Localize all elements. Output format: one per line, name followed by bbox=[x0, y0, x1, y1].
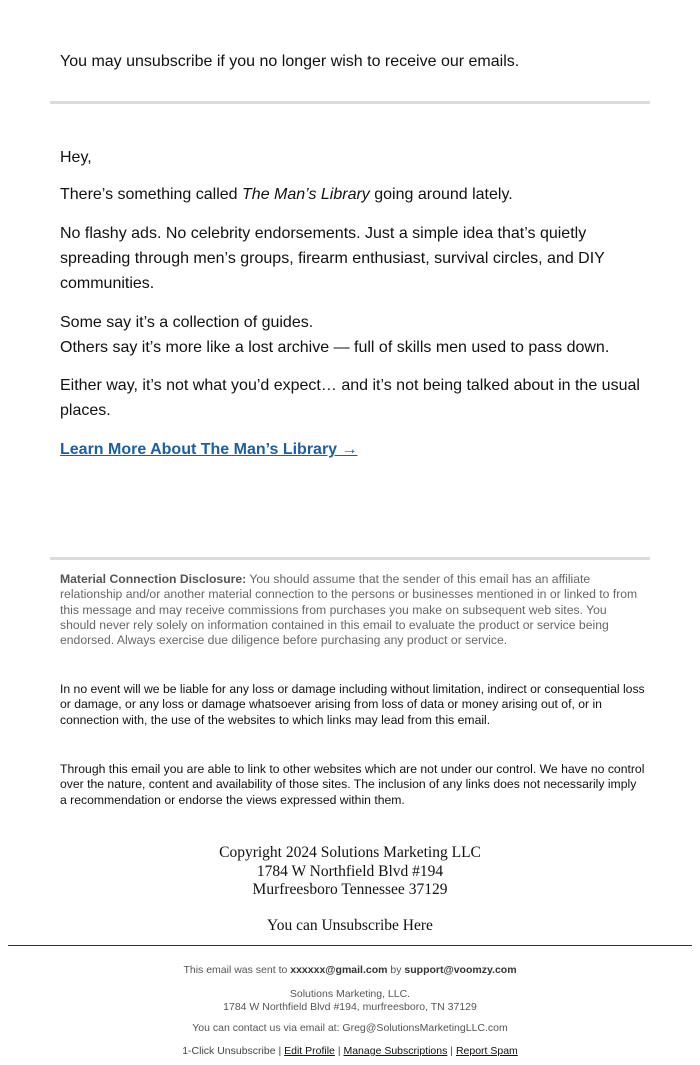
separator: | bbox=[447, 1045, 456, 1057]
material-disclosure bbox=[60, 572, 645, 648]
either-way-paragraph: Either way, it’s not what you’d expect… and it’s not being talked about in the usual places. bbox=[60, 377, 640, 419]
no-ads-paragraph: No flashy ads. No celebrity endorsements. Just a simple idea that’s quietly spreading through men’s groups, firearm enthusiast, survival circles, and DIY communities. bbox=[60, 225, 605, 292]
intro-prefix: There’s something called bbox=[60, 186, 243, 203]
report-spam-link[interactable]: Report Spam bbox=[455, 1045, 518, 1057]
company-name: Solutions Marketing, LLC. bbox=[289, 988, 411, 1000]
copyright-block bbox=[0, 844, 700, 900]
separator: | bbox=[334, 1045, 344, 1057]
intro-suffix: going around lately. bbox=[369, 186, 513, 203]
greeting: Hey, bbox=[60, 149, 92, 166]
learn-more-link[interactable]: Learn More About The Man’s Library → bbox=[60, 441, 358, 458]
liability-disclaimer: In no event will we be liable for any loss or damage including without limitation, indirect or consequential loss or damage, or any loss or damage whatsoever arising from loss of data or money arising out of, or in connection with, the use of the websites to which links may lead from this email. bbox=[60, 682, 645, 727]
edit-profile-link[interactable]: Edit Profile bbox=[284, 1045, 335, 1057]
manage-subscriptions-link[interactable]: Manage Subscriptions bbox=[343, 1045, 448, 1057]
copyright-line: Copyright 2024 Solutions Marketing LLC bbox=[219, 844, 481, 861]
copyright-city: Murfreesboro Tennessee 37129 bbox=[252, 881, 448, 898]
divider-disclosure bbox=[50, 557, 650, 560]
product-name: The Man’s Library bbox=[242, 186, 370, 203]
sender-email: support@voomzy.com bbox=[404, 964, 517, 976]
divider-top bbox=[50, 101, 650, 104]
recipient-email: xxxxxx@gmail.com bbox=[290, 964, 388, 976]
some-say-line-1: Some say it’s a collection of guides. bbox=[60, 314, 314, 331]
sent-prefix: This email was sent to bbox=[183, 964, 291, 976]
unsubscribe-notice: You may unsubscribe if you no longer wish to receive our emails. bbox=[60, 53, 520, 70]
footer-links bbox=[0, 1045, 700, 1058]
some-say-line-2: Others say it’s more like a lost archive — full of skills men used to pass down. bbox=[60, 339, 610, 356]
contact-line: You can contact us via email at: Greg@SolutionsMarketingLLC.com bbox=[192, 1022, 508, 1034]
intro-paragraph bbox=[60, 182, 650, 207]
unsubscribe-here-link[interactable]: You can Unsubscribe Here bbox=[267, 917, 433, 934]
material-disclosure-label: Material Connection Disclosure: bbox=[60, 572, 247, 586]
one-click-unsubscribe[interactable]: 1-Click Unsubscribe bbox=[182, 1045, 276, 1057]
material-disclosure-text: You should assume that the sender of this email has an affiliate relationship and/or another material connection to the persons or businesses mentioned in or linked to from this message and may receive commissions from purchases you make on subsequent web sites. You should never rely solely on information contained in this email to evaluate the product or service being endorsed. Always exercise due diligence before purchasing any product or service. bbox=[60, 572, 638, 648]
divider-footer bbox=[8, 945, 692, 946]
company-address: 1784 W Northfield Blvd #194, murfreesboro, TN 37129 bbox=[223, 1001, 477, 1013]
some-say-paragraph bbox=[60, 310, 650, 360]
external-links-disclaimer: Through this email you are able to link to other websites which are not under our control. We have no control over the nature, content and availability of those sites. The inclusion of any links does not necessarily imply a recommendation or endorse the views expressed within them. bbox=[60, 762, 645, 807]
by-text: by bbox=[387, 964, 405, 976]
sent-to-line bbox=[0, 964, 700, 977]
separator: | bbox=[275, 1045, 285, 1057]
copyright-street: 1784 W Northfield Blvd #194 bbox=[256, 862, 444, 880]
company-info bbox=[0, 988, 700, 1014]
